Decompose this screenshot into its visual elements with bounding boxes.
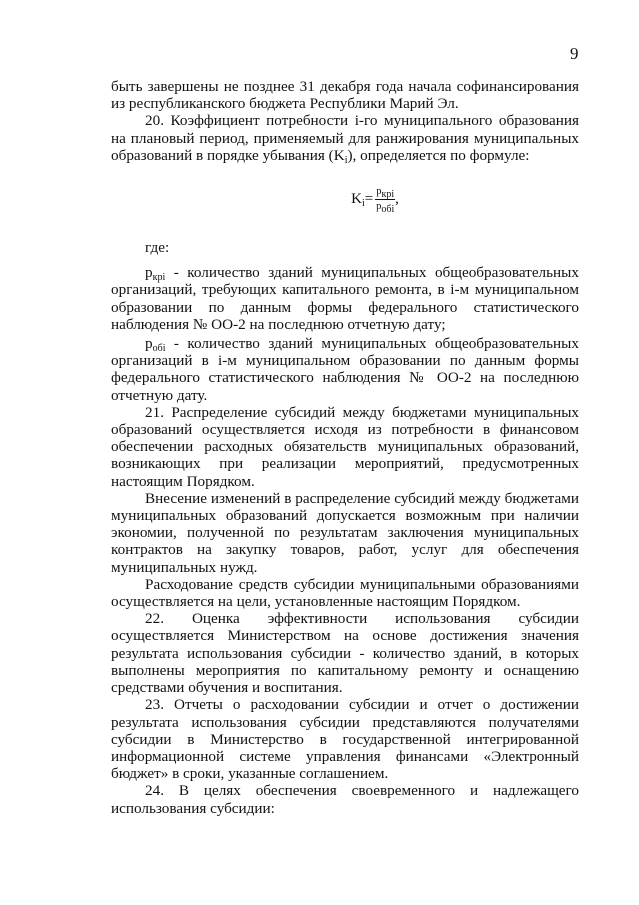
where-label: где:: [145, 239, 170, 257]
paragraph-20: 20. Коэффициент потребности i-го муниципального образования на плановый период, применяемый для ранжирования муниципальных образований в порядке убывания $(K_i)$, определяется по формуле:: [111, 112, 579, 166]
paragraph-22: 22. Оценка эффективности использования субсидии осуществляется Министерством на основе достижения значения результата использования субсидии - количество зданий, в которых выполнены мероприятия по капитальному ремонту и оснащению средствами обучения и воспитания.: [111, 610, 579, 697]
paragraph-21: 21. Распределение субсидий между бюджетами муниципальных образований осуществляется исходя из потребности в финансовом обеспечении расходных обязательств муниципальных образований, возникающих при реализации мероприятий, предусмотренных настоящим Порядком.: [111, 403, 579, 490]
paragraph-23: 23. Отчеты о расходовании субсидии и отчет о достижении результата использования субсидии представляются получателями субсидии в Министерство в государственной интегрированной информационной системе управления финансами «Электронный бюджет» в сроки, указанные соглашением.: [111, 696, 579, 783]
paragraph-continuation: быть завершены не позднее 31 декабря года начала софинансирования из республиканского бюджета Республики Марий Эл.: [111, 78, 579, 113]
paragraph-21-c: Расходование средств субсидии муниципальными образованиями осуществляется на цели, установленные настоящим Порядком.: [111, 575, 579, 611]
document-body: [111, 78, 579, 817]
variable-definition-kr: $p_{крi}$ - количество зданий муниципальных общеобразовательных организаций, требующих капитального ремонта, в i-м муниципальном образовании по данным формы федерального статистического наблюдения № ОО-2 на последнюю отчетную дату;: [111, 264, 579, 333]
paragraph-21-b: Внесение изменений в распределение субсидий между бюджетами муниципальных образований допускается возможным при наличии экономии, полученной по результатам заключения муниципальных контрактов на закупку товаров, работ, услуг для обеспечения муниципальных нужд.: [111, 489, 579, 576]
variable-definition-ob: $p_{обi}$ - количество зданий муниципальных общеобразовательных организаций в i-м муниципальном образовании по данным формы федерального статистического наблюдения № ОО-2 на последнюю отчетную дату.: [111, 335, 579, 404]
paragraph-24: 24. В целях обеспечения своевременного и надлежащего использования субсидии:: [111, 782, 579, 817]
formula: $K_i=$ $\frac{p_{крi}}{p_{обi}}$ ,: [351, 186, 399, 216]
formula-fraction: $\frac{p_{крi}}{p_{обi}}$: [376, 186, 395, 216]
page-number: 9: [570, 44, 579, 63]
